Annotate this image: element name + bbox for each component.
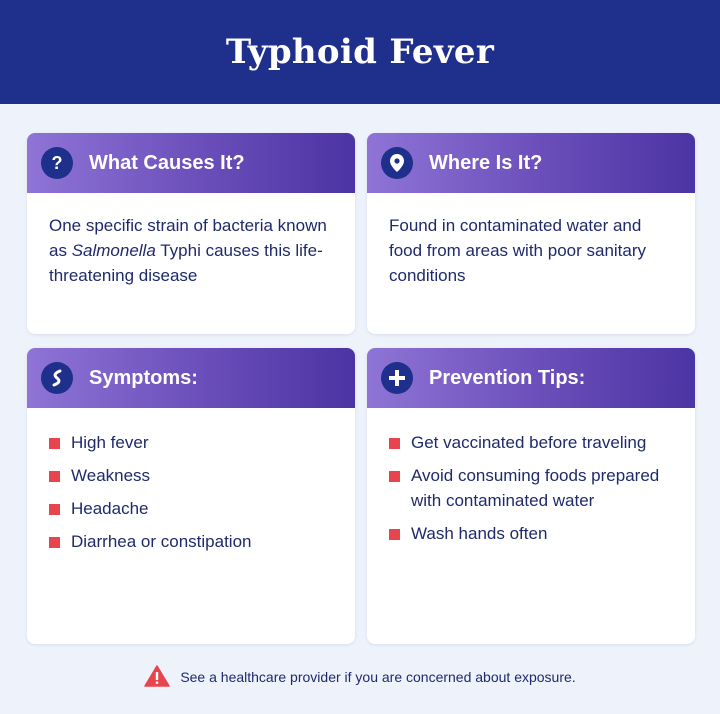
plus-icon <box>381 362 413 394</box>
symptom-text: Weakness <box>71 466 151 485</box>
bullet-icon <box>389 529 400 540</box>
bullet-icon <box>389 438 400 449</box>
card-causes-body <box>27 193 355 288</box>
list-item <box>49 463 333 488</box>
causes-text-end: Typhi causes this life-threatening disease <box>49 241 323 285</box>
list-item <box>49 496 333 521</box>
card-causes-header <box>27 133 355 193</box>
card-where-title: Where Is It? <box>429 151 543 174</box>
card-prevention-header <box>367 348 695 408</box>
list-item <box>389 521 673 546</box>
card-symptoms <box>27 348 355 644</box>
card-symptoms-title: Symptoms: <box>89 366 198 389</box>
prevention-text: Avoid consuming foods prepared with contaminated water <box>411 466 660 510</box>
list-item <box>49 430 333 455</box>
bullet-icon <box>49 471 60 482</box>
causes-text-italic: Salmonella <box>71 241 156 260</box>
prevention-text: Wash hands often <box>411 524 548 543</box>
symptom-text: Diarrhea or constipation <box>71 532 252 551</box>
bullet-icon <box>389 471 400 482</box>
prevention-text: Get vaccinated before traveling <box>411 433 647 452</box>
card-prevention-title: Prevention Tips: <box>429 366 586 389</box>
bullet-icon <box>49 504 60 515</box>
list-item <box>49 529 333 554</box>
causes-text-start: One specific strain of bacteria known as <box>49 216 327 260</box>
question-mark-icon: ? <box>41 147 73 179</box>
footer-text: See a healthcare provider if you are concerned about exposure. <box>180 669 576 685</box>
bullet-icon <box>49 438 60 449</box>
card-causes-title: What Causes It? <box>89 151 245 174</box>
card-prevention <box>367 348 695 644</box>
symptoms-list <box>49 428 333 554</box>
list-item <box>389 463 673 513</box>
bullet-icon <box>49 537 60 548</box>
card-where-body <box>367 193 695 288</box>
where-text: Found in contaminated water and food from areas with poor sanitary conditions <box>389 216 647 285</box>
card-symptoms-header <box>27 348 355 408</box>
card-where-header <box>367 133 695 193</box>
page-title: Typhoid Fever <box>225 32 495 72</box>
card-symptoms-body <box>27 408 355 554</box>
location-pin-icon <box>381 147 413 179</box>
page-header <box>0 0 720 104</box>
warning-icon <box>144 665 170 690</box>
symptom-text: High fever <box>71 433 149 452</box>
list-item <box>389 430 673 455</box>
card-where <box>367 133 695 334</box>
symptom-text: Headache <box>71 499 149 518</box>
bacteria-icon <box>41 362 73 394</box>
card-causes <box>27 133 355 334</box>
prevention-list <box>389 428 673 546</box>
card-prevention-body <box>367 408 695 546</box>
footer-note <box>0 662 720 692</box>
